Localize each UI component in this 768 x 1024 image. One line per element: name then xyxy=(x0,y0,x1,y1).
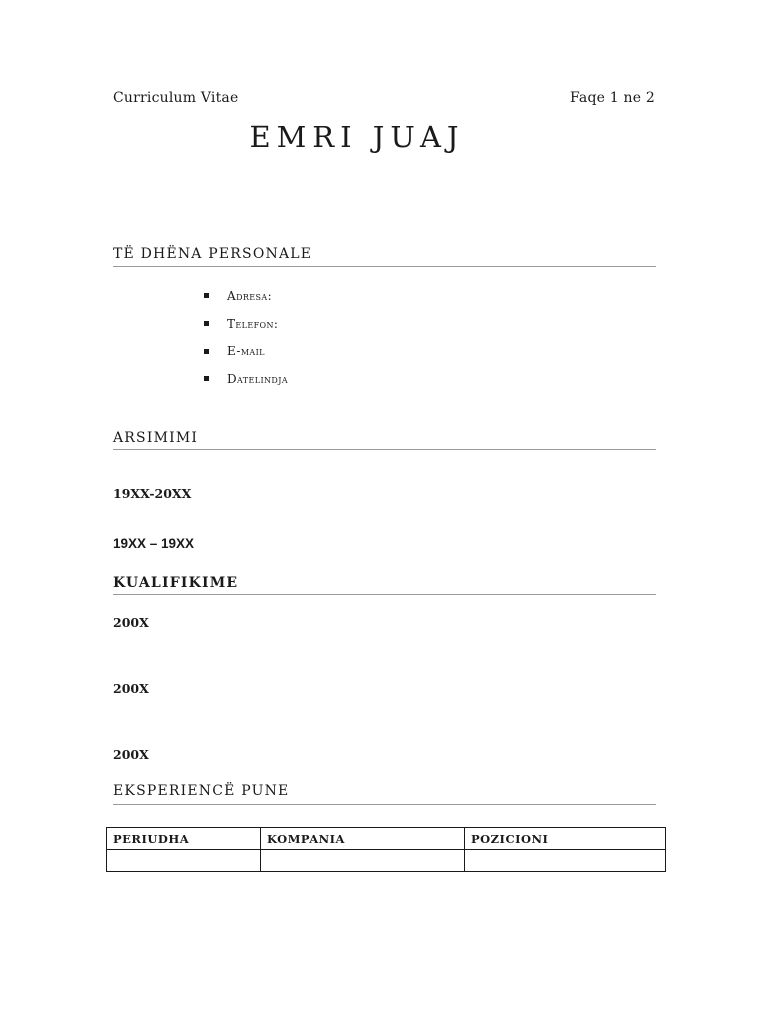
list-item xyxy=(204,365,288,393)
table-cell xyxy=(465,850,666,872)
page-number: Faqe 1 ne 2 xyxy=(569,90,655,106)
square-bullet-icon xyxy=(204,376,209,381)
square-bullet-icon xyxy=(204,321,209,326)
name-title: EMRI JUAJ xyxy=(249,120,465,154)
header-left-text: Curriculum Vitae xyxy=(113,90,239,106)
section-heading-education: ARSIMIMI xyxy=(113,430,199,446)
education-period: 19XX-20XX xyxy=(113,486,192,501)
personal-info-list xyxy=(204,282,288,393)
section-divider xyxy=(113,449,656,450)
qualification-year: 200X xyxy=(113,747,149,762)
list-item xyxy=(204,337,288,365)
section-heading-personal: TË DHËNA PERSONALE xyxy=(113,246,313,262)
personal-item-label: Telefon: xyxy=(227,316,279,331)
personal-item-label: Datelindja xyxy=(227,371,289,386)
table-row xyxy=(107,850,666,872)
personal-item-label: E-mail xyxy=(227,344,265,359)
qualification-year: 200X xyxy=(113,615,149,630)
square-bullet-icon xyxy=(204,293,209,298)
personal-item-label: Adresa: xyxy=(227,288,273,303)
list-item xyxy=(204,282,288,310)
section-heading-qualifications: KUALIFIKIME xyxy=(113,575,239,591)
table-header-row xyxy=(107,828,666,850)
list-item xyxy=(204,310,288,338)
table-cell xyxy=(261,850,465,872)
table-cell xyxy=(107,850,261,872)
column-header-position: POZICIONI xyxy=(465,828,666,850)
column-header-period: PERIUDHA xyxy=(107,828,261,850)
section-divider xyxy=(113,804,656,805)
section-divider xyxy=(113,594,656,595)
experience-table xyxy=(106,827,666,872)
section-divider xyxy=(113,266,656,267)
education-period: 19XX – 19XX xyxy=(113,536,195,551)
qualification-year: 200X xyxy=(113,681,149,696)
square-bullet-icon xyxy=(204,349,209,354)
column-header-company: KOMPANIA xyxy=(261,828,465,850)
section-heading-experience: EKSPERIENCË PUNE xyxy=(113,783,290,799)
